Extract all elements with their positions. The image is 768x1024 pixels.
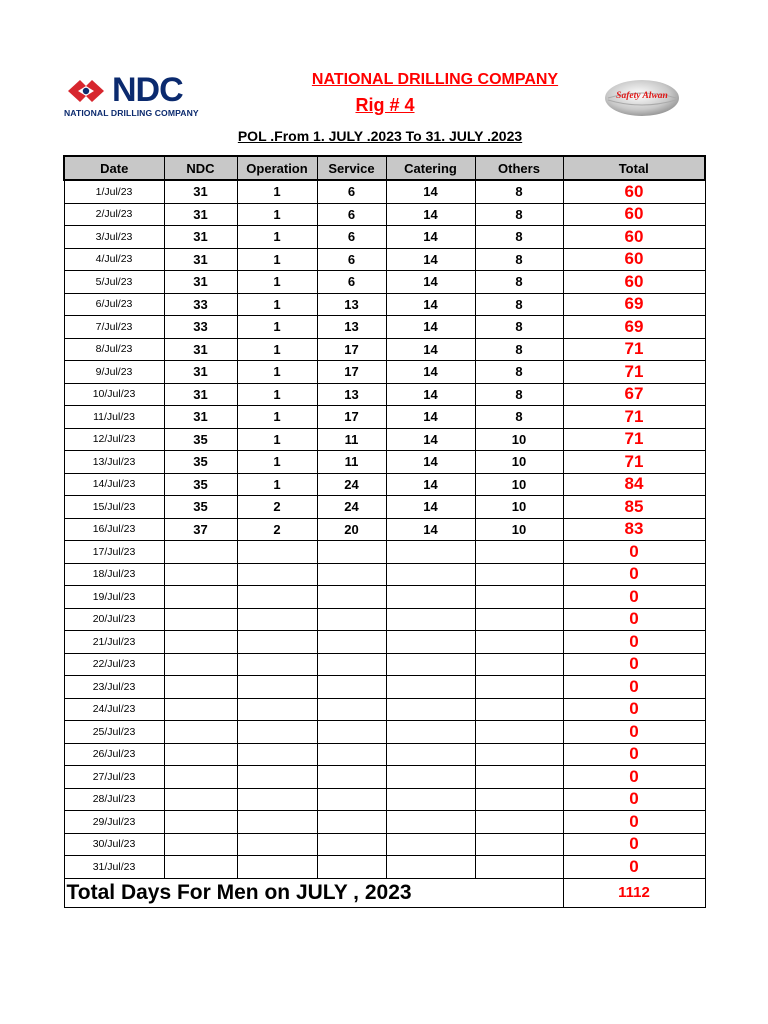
cell-others: 10 xyxy=(475,496,563,519)
cell-total: 83 xyxy=(563,518,705,541)
cell-service xyxy=(317,563,386,586)
logo-brand: NDC xyxy=(112,71,183,109)
cell-date: 7/Jul/23 xyxy=(64,316,164,339)
cell-service: 6 xyxy=(317,180,386,203)
cell-service: 13 xyxy=(317,383,386,406)
cell-service: 17 xyxy=(317,361,386,384)
table-row xyxy=(64,721,705,744)
cell-operation: 1 xyxy=(237,361,317,384)
cell-service: 6 xyxy=(317,248,386,271)
cell-date: 4/Jul/23 xyxy=(64,248,164,271)
cell-total: 71 xyxy=(563,428,705,451)
table-row xyxy=(64,743,705,766)
cell-service: 24 xyxy=(317,473,386,496)
header-operation: Operation xyxy=(237,156,317,180)
table-row xyxy=(64,631,705,654)
cell-service xyxy=(317,698,386,721)
cell-catering xyxy=(386,563,475,586)
cell-ndc xyxy=(164,833,237,856)
cell-operation: 1 xyxy=(237,180,317,203)
cell-operation xyxy=(237,856,317,879)
cell-total: 60 xyxy=(563,248,705,271)
cell-service: 11 xyxy=(317,451,386,474)
cell-others: 10 xyxy=(475,451,563,474)
footer-total: 1112 xyxy=(563,878,705,907)
cell-operation xyxy=(237,721,317,744)
cell-catering: 14 xyxy=(386,473,475,496)
cell-total: 60 xyxy=(563,180,705,203)
cell-catering: 14 xyxy=(386,496,475,519)
cell-catering: 14 xyxy=(386,518,475,541)
header-others: Others xyxy=(475,156,563,180)
cell-catering xyxy=(386,608,475,631)
cell-date: 20/Jul/23 xyxy=(64,608,164,631)
cell-ndc xyxy=(164,811,237,834)
cell-ndc xyxy=(164,721,237,744)
cell-catering: 14 xyxy=(386,180,475,203)
cell-ndc xyxy=(164,676,237,699)
cell-operation: 2 xyxy=(237,518,317,541)
cell-ndc: 33 xyxy=(164,316,237,339)
cell-date: 19/Jul/23 xyxy=(64,586,164,609)
cell-date: 2/Jul/23 xyxy=(64,203,164,226)
cell-date: 5/Jul/23 xyxy=(64,271,164,294)
header-service: Service xyxy=(317,156,386,180)
cell-total: 0 xyxy=(563,698,705,721)
cell-date: 14/Jul/23 xyxy=(64,473,164,496)
table-row xyxy=(64,698,705,721)
cell-ndc xyxy=(164,743,237,766)
cell-date: 13/Jul/23 xyxy=(64,451,164,474)
safety-logo xyxy=(600,78,684,118)
table-row xyxy=(64,383,705,406)
cell-catering xyxy=(386,541,475,564)
cell-operation xyxy=(237,608,317,631)
cell-total: 0 xyxy=(563,586,705,609)
cell-others xyxy=(475,563,563,586)
header-ndc: NDC xyxy=(164,156,237,180)
cell-date: 15/Jul/23 xyxy=(64,496,164,519)
cell-operation: 1 xyxy=(237,271,317,294)
cell-total: 0 xyxy=(563,833,705,856)
cell-ndc xyxy=(164,541,237,564)
cell-service: 6 xyxy=(317,271,386,294)
cell-date: 25/Jul/23 xyxy=(64,721,164,744)
cell-date: 1/Jul/23 xyxy=(64,180,164,203)
cell-ndc: 35 xyxy=(164,428,237,451)
cell-catering xyxy=(386,788,475,811)
cell-total: 0 xyxy=(563,631,705,654)
cell-others: 10 xyxy=(475,428,563,451)
cell-total: 71 xyxy=(563,338,705,361)
cell-date: 8/Jul/23 xyxy=(64,338,164,361)
cell-ndc: 31 xyxy=(164,338,237,361)
table-row xyxy=(64,451,705,474)
table-row xyxy=(64,496,705,519)
cell-service xyxy=(317,811,386,834)
table-row xyxy=(64,226,705,249)
cell-date: 17/Jul/23 xyxy=(64,541,164,564)
rig-title: Rig # 4 xyxy=(355,95,415,115)
cell-date: 30/Jul/23 xyxy=(64,833,164,856)
cell-total: 69 xyxy=(563,316,705,339)
cell-total: 84 xyxy=(563,473,705,496)
cell-date: 18/Jul/23 xyxy=(64,563,164,586)
cell-operation xyxy=(237,653,317,676)
cell-date: 27/Jul/23 xyxy=(64,766,164,789)
cell-ndc: 35 xyxy=(164,496,237,519)
cell-total: 0 xyxy=(563,653,705,676)
cell-others: 10 xyxy=(475,518,563,541)
table-row xyxy=(64,676,705,699)
cell-others xyxy=(475,676,563,699)
cell-catering xyxy=(386,586,475,609)
cell-total: 0 xyxy=(563,541,705,564)
cell-operation: 1 xyxy=(237,248,317,271)
cell-catering: 14 xyxy=(386,338,475,361)
cell-catering xyxy=(386,766,475,789)
table-row xyxy=(64,406,705,429)
cell-service: 6 xyxy=(317,226,386,249)
cell-ndc: 37 xyxy=(164,518,237,541)
cell-ndc: 31 xyxy=(164,406,237,429)
cell-operation xyxy=(237,743,317,766)
cell-catering: 14 xyxy=(386,203,475,226)
cell-ndc: 31 xyxy=(164,203,237,226)
cell-catering xyxy=(386,653,475,676)
table-footer-row xyxy=(64,878,705,907)
header-catering: Catering xyxy=(386,156,475,180)
cell-ndc xyxy=(164,653,237,676)
cell-catering: 14 xyxy=(386,451,475,474)
cell-service: 24 xyxy=(317,496,386,519)
cell-date: 12/Jul/23 xyxy=(64,428,164,451)
cell-operation xyxy=(237,698,317,721)
cell-catering xyxy=(386,631,475,654)
cell-service: 17 xyxy=(317,338,386,361)
table-row xyxy=(64,586,705,609)
cell-date: 28/Jul/23 xyxy=(64,788,164,811)
period-title: POL .From 1. JULY .2023 To 31. JULY .2023 xyxy=(237,128,523,144)
cell-operation: 1 xyxy=(237,203,317,226)
cell-others xyxy=(475,698,563,721)
cell-total: 60 xyxy=(563,203,705,226)
cell-others: 10 xyxy=(475,473,563,496)
cell-catering: 14 xyxy=(386,293,475,316)
cell-total: 0 xyxy=(563,721,705,744)
table-row xyxy=(64,293,705,316)
header-total: Total xyxy=(563,156,705,180)
table-row xyxy=(64,248,705,271)
cell-others: 8 xyxy=(475,406,563,429)
cell-others xyxy=(475,788,563,811)
cell-ndc: 31 xyxy=(164,248,237,271)
company-title: NATIONAL DRILLING COMPANY xyxy=(311,71,559,88)
cell-date: 31/Jul/23 xyxy=(64,856,164,879)
cell-service xyxy=(317,676,386,699)
cell-total: 71 xyxy=(563,451,705,474)
cell-operation: 1 xyxy=(237,226,317,249)
cell-ndc: 35 xyxy=(164,473,237,496)
cell-operation xyxy=(237,811,317,834)
table-header-row xyxy=(64,156,705,180)
cell-catering: 14 xyxy=(386,248,475,271)
cell-others xyxy=(475,586,563,609)
cell-ndc xyxy=(164,631,237,654)
cell-ndc: 31 xyxy=(164,383,237,406)
cell-catering: 14 xyxy=(386,428,475,451)
cell-catering: 14 xyxy=(386,361,475,384)
cell-others: 8 xyxy=(475,180,563,203)
cell-operation xyxy=(237,631,317,654)
cell-others: 8 xyxy=(475,316,563,339)
cell-operation: 1 xyxy=(237,383,317,406)
cell-service xyxy=(317,856,386,879)
table-row xyxy=(64,811,705,834)
table-row xyxy=(64,361,705,384)
cell-operation: 1 xyxy=(237,338,317,361)
cell-operation: 1 xyxy=(237,316,317,339)
cell-operation xyxy=(237,766,317,789)
cell-catering xyxy=(386,743,475,766)
cell-others: 8 xyxy=(475,383,563,406)
cell-catering: 14 xyxy=(386,316,475,339)
footer-label: Total Days For Men on JULY , 2023 xyxy=(64,878,563,907)
cell-service xyxy=(317,766,386,789)
cell-date: 24/Jul/23 xyxy=(64,698,164,721)
cell-ndc: 31 xyxy=(164,180,237,203)
table-row xyxy=(64,518,705,541)
cell-ndc: 31 xyxy=(164,361,237,384)
table-row xyxy=(64,856,705,879)
cell-catering xyxy=(386,833,475,856)
cell-others xyxy=(475,833,563,856)
cell-catering xyxy=(386,698,475,721)
ndc-emblem-icon xyxy=(64,76,108,106)
cell-total: 0 xyxy=(563,676,705,699)
cell-date: 29/Jul/23 xyxy=(64,811,164,834)
cell-service xyxy=(317,608,386,631)
cell-others: 8 xyxy=(475,226,563,249)
cell-operation: 1 xyxy=(237,473,317,496)
cell-others xyxy=(475,721,563,744)
table-row xyxy=(64,180,705,203)
attendance-table xyxy=(63,155,706,908)
cell-date: 16/Jul/23 xyxy=(64,518,164,541)
cell-others: 8 xyxy=(475,203,563,226)
cell-catering: 14 xyxy=(386,271,475,294)
cell-catering xyxy=(386,676,475,699)
cell-others xyxy=(475,856,563,879)
cell-ndc xyxy=(164,698,237,721)
cell-ndc xyxy=(164,563,237,586)
cell-others: 8 xyxy=(475,293,563,316)
cell-total: 0 xyxy=(563,766,705,789)
cell-others xyxy=(475,766,563,789)
cell-total: 71 xyxy=(563,361,705,384)
cell-operation: 1 xyxy=(237,451,317,474)
safety-logo-text: Safety Alwan xyxy=(616,91,668,101)
cell-others: 8 xyxy=(475,361,563,384)
cell-ndc: 31 xyxy=(164,271,237,294)
table-row xyxy=(64,833,705,856)
cell-service xyxy=(317,721,386,744)
cell-service: 20 xyxy=(317,518,386,541)
cell-date: 26/Jul/23 xyxy=(64,743,164,766)
cell-date: 10/Jul/23 xyxy=(64,383,164,406)
ndc-logo xyxy=(64,71,220,122)
cell-ndc xyxy=(164,856,237,879)
table-row xyxy=(64,203,705,226)
cell-ndc xyxy=(164,608,237,631)
cell-operation xyxy=(237,833,317,856)
table-row xyxy=(64,428,705,451)
table-row xyxy=(64,766,705,789)
table-row xyxy=(64,338,705,361)
cell-ndc: 33 xyxy=(164,293,237,316)
cell-date: 3/Jul/23 xyxy=(64,226,164,249)
cell-catering: 14 xyxy=(386,383,475,406)
cell-service xyxy=(317,586,386,609)
table-row xyxy=(64,608,705,631)
cell-operation: 1 xyxy=(237,293,317,316)
cell-service: 17 xyxy=(317,406,386,429)
cell-operation xyxy=(237,586,317,609)
cell-service: 13 xyxy=(317,293,386,316)
cell-others xyxy=(475,541,563,564)
cell-others: 8 xyxy=(475,271,563,294)
cell-total: 60 xyxy=(563,226,705,249)
cell-ndc xyxy=(164,788,237,811)
cell-service xyxy=(317,631,386,654)
cell-total: 0 xyxy=(563,608,705,631)
header-date: Date xyxy=(64,156,164,180)
cell-operation xyxy=(237,541,317,564)
cell-date: 22/Jul/23 xyxy=(64,653,164,676)
logo-subtitle: NATIONAL DRILLING COMPANY xyxy=(64,108,199,118)
cell-service xyxy=(317,541,386,564)
cell-ndc xyxy=(164,766,237,789)
cell-total: 60 xyxy=(563,271,705,294)
cell-total: 85 xyxy=(563,496,705,519)
cell-others: 8 xyxy=(475,338,563,361)
table-row xyxy=(64,653,705,676)
cell-others: 8 xyxy=(475,248,563,271)
table-row xyxy=(64,271,705,294)
cell-service xyxy=(317,833,386,856)
cell-date: 6/Jul/23 xyxy=(64,293,164,316)
cell-others xyxy=(475,743,563,766)
cell-operation: 1 xyxy=(237,428,317,451)
cell-total: 0 xyxy=(563,563,705,586)
cell-total: 0 xyxy=(563,788,705,811)
cell-operation xyxy=(237,563,317,586)
cell-date: 23/Jul/23 xyxy=(64,676,164,699)
cell-operation: 1 xyxy=(237,406,317,429)
cell-others xyxy=(475,653,563,676)
table-row xyxy=(64,541,705,564)
cell-ndc: 31 xyxy=(164,226,237,249)
cell-total: 0 xyxy=(563,743,705,766)
cell-operation: 2 xyxy=(237,496,317,519)
cell-date: 11/Jul/23 xyxy=(64,406,164,429)
cell-total: 71 xyxy=(563,406,705,429)
cell-catering xyxy=(386,856,475,879)
cell-catering xyxy=(386,721,475,744)
cell-service: 13 xyxy=(317,316,386,339)
table-row xyxy=(64,316,705,339)
cell-operation xyxy=(237,788,317,811)
cell-total: 0 xyxy=(563,856,705,879)
cell-service xyxy=(317,653,386,676)
cell-catering xyxy=(386,811,475,834)
cell-total: 67 xyxy=(563,383,705,406)
table-row xyxy=(64,563,705,586)
cell-service xyxy=(317,743,386,766)
cell-others xyxy=(475,608,563,631)
cell-others xyxy=(475,631,563,654)
cell-catering: 14 xyxy=(386,226,475,249)
cell-service: 6 xyxy=(317,203,386,226)
cell-service: 11 xyxy=(317,428,386,451)
cell-total: 0 xyxy=(563,811,705,834)
cell-date: 9/Jul/23 xyxy=(64,361,164,384)
table-row xyxy=(64,788,705,811)
cell-service xyxy=(317,788,386,811)
cell-date: 21/Jul/23 xyxy=(64,631,164,654)
cell-others xyxy=(475,811,563,834)
cell-total: 69 xyxy=(563,293,705,316)
cell-operation xyxy=(237,676,317,699)
table-row xyxy=(64,473,705,496)
cell-ndc xyxy=(164,586,237,609)
cell-catering: 14 xyxy=(386,406,475,429)
cell-ndc: 35 xyxy=(164,451,237,474)
